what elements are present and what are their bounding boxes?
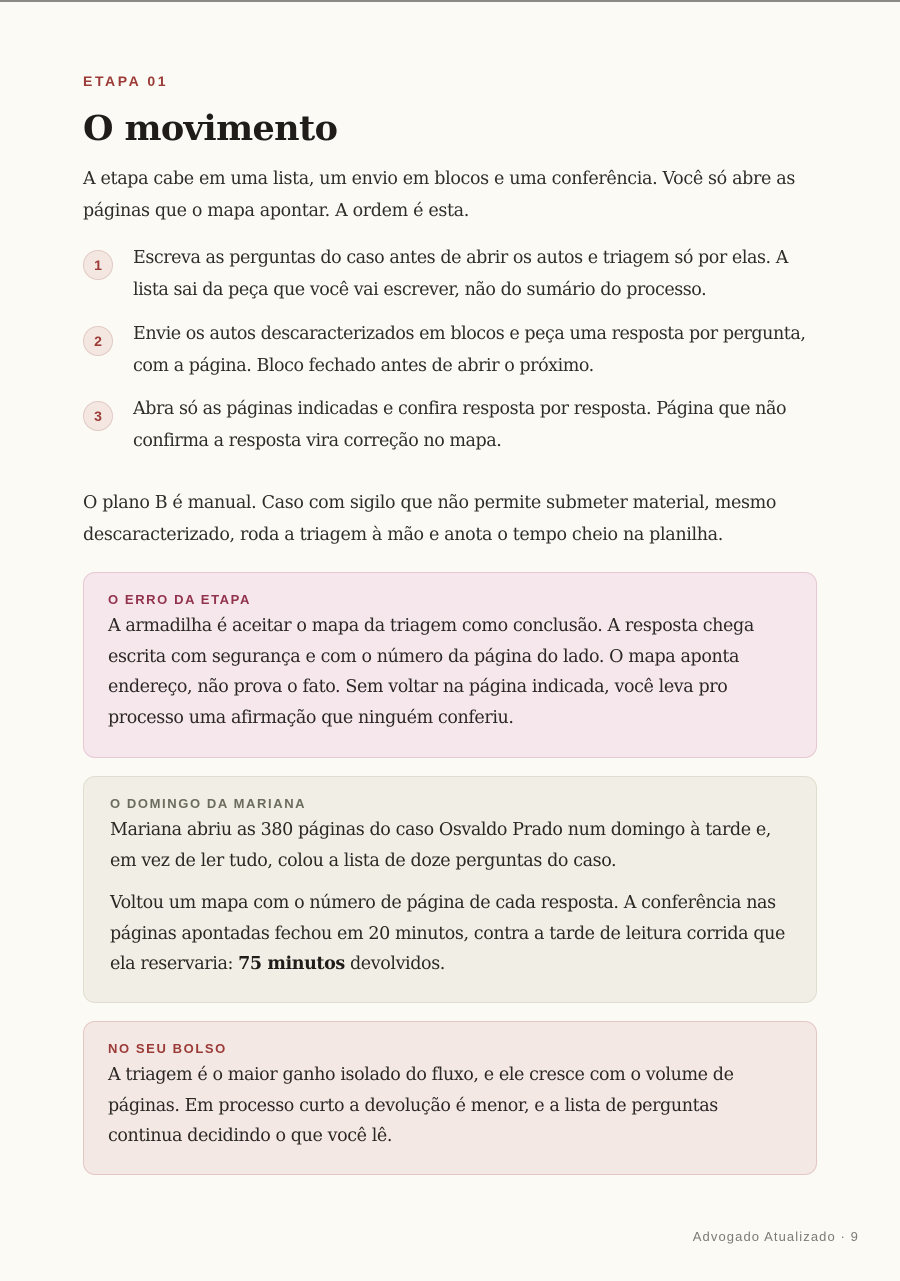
page-footer: Advogado Atualizado · 9 bbox=[692, 1229, 859, 1244]
domingo-callout bbox=[83, 776, 817, 1003]
lead-paragraph: A etapa cabe em uma lista, um envio em blocos e uma conferência. Você só abre as páginas que o mapa apontar. A ordem é esta. bbox=[83, 169, 795, 221]
bolso-callout-label: NO SEU BOLSO bbox=[108, 1041, 227, 1056]
domingo-paragraph-2 bbox=[110, 888, 792, 980]
domingo-paragraph-2-start: Voltou um mapa com o número de página de cada resposta. A conferência nas páginas apontadas fechou em 20 minutos, contra a tarde de leitura corrida que ela reservaria: bbox=[110, 893, 785, 974]
erro-callout bbox=[83, 572, 817, 758]
section-eyebrow: ETAPA 01 bbox=[83, 73, 169, 89]
erro-callout-label: O ERRO DA ETAPA bbox=[108, 592, 251, 607]
bolso-callout-text: A triagem é o maior ganho isolado do fluxo, e ele cresce com o volume de páginas. Em processo curto a devolução é menor, e a lista de perguntas continua decidindo o que você lê. bbox=[108, 1065, 734, 1146]
step-number-badge: 1 bbox=[83, 250, 113, 280]
page-title: O movimento bbox=[83, 108, 338, 149]
top-rule bbox=[0, 0, 900, 2]
step-number-badge: 2 bbox=[83, 326, 113, 356]
step-text: Abra só as páginas indicadas e confira resposta por resposta. Página que não confirma a resposta vira correção no mapa. bbox=[133, 399, 787, 451]
domingo-paragraph-1: Mariana abriu as 380 páginas do caso Osvaldo Prado num domingo à tarde e, em vez de ler tudo, colou a lista de doze perguntas do caso. bbox=[110, 820, 771, 871]
domingo-highlight: 75 minutos bbox=[238, 954, 345, 974]
bolso-callout bbox=[83, 1021, 817, 1175]
step-text: Envie os autos descaracterizados em blocos e peça uma resposta por pergunta, com a página. Bloco fechado antes de abrir o próximo. bbox=[133, 324, 806, 376]
step-text: Escreva as perguntas do caso antes de abrir os autos e triagem só por elas. A lista sai da peça que você vai escrever, não do sumário do processo. bbox=[133, 248, 788, 300]
domingo-callout-label: O DOMINGO DA MARIANA bbox=[110, 796, 307, 811]
erro-callout-text: A armadilha é aceitar o mapa da triagem como conclusão. A resposta chega escrita com segurança e com o número da página do lado. O mapa aponta endereço, não prova o fato. Sem voltar na página indicada, você leva pro processo uma afirmação que ninguém conferiu. bbox=[108, 616, 754, 728]
domingo-paragraph-2-end: devolvidos. bbox=[344, 954, 445, 974]
step-number-badge: 3 bbox=[83, 401, 113, 431]
plan-b-paragraph: O plano B é manual. Caso com sigilo que não permite submeter material, mesmo descaracterizado, roda a triagem à mão e anota o tempo cheio na planilha. bbox=[83, 493, 777, 545]
